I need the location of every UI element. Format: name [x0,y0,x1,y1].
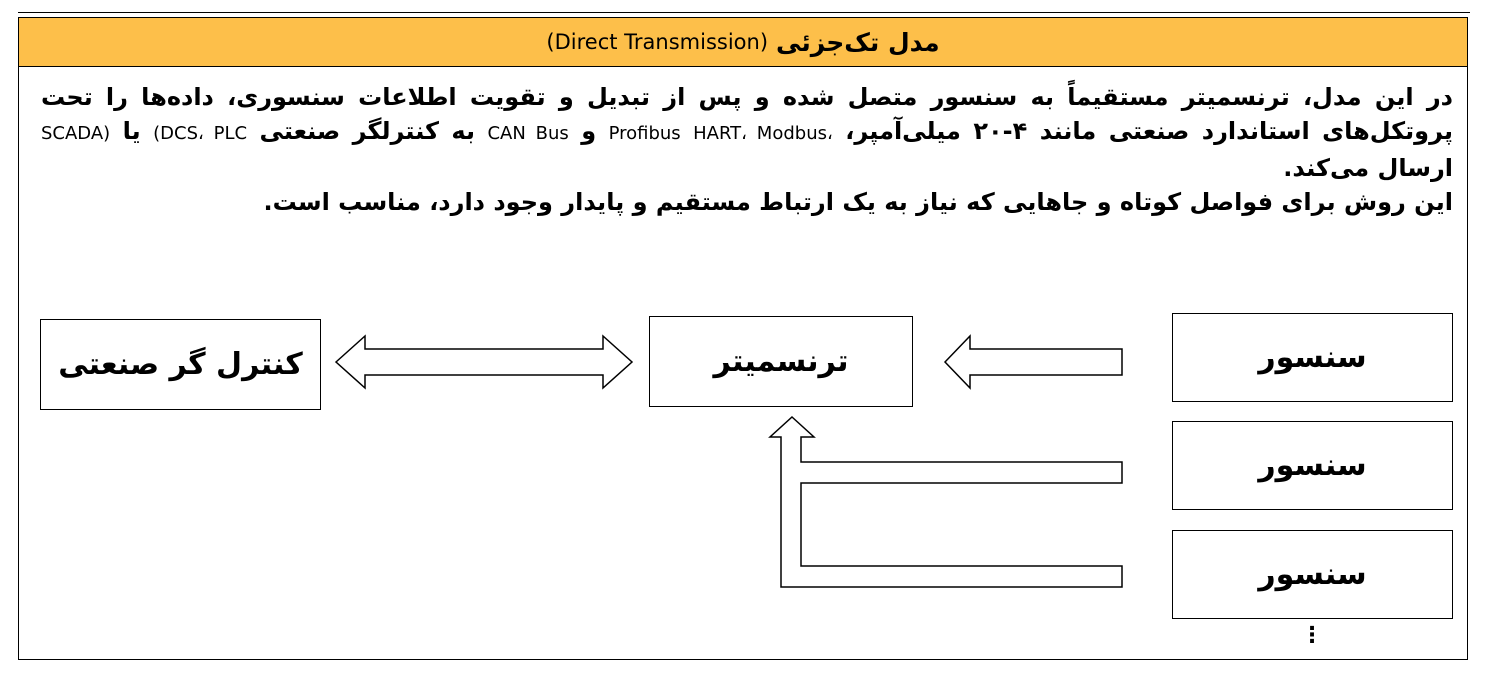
conjunction-and: و [581,117,597,145]
controller-label: کنترل گر صنعتی [58,347,303,382]
sensor-label-2: سنسور [1258,448,1367,483]
elbow-arrow-up-icon [770,417,1122,587]
protocol-list-2: Profibus [608,123,681,144]
continuation-dots: ⋮ [1301,623,1323,648]
protocol-list-3: CAN Bus [487,123,569,144]
arrow-left-icon [945,336,1122,388]
paragraph-2: این روش برای فواصل کوتاه و جاهایی که نیاز به یک ارتباط مستقیم و پایدار وجود دارد، مناسب است. [263,188,1453,216]
title-persian: مدل تک‌جزئی [776,27,940,57]
paragraph-1-part-1: در این مدل، ترنسمیتر مستقیماً به سنسور متصل شده و پس از تبدیل و تقویت اطلاعات سنسوری، داده‌ها را تحت پروتکل‌های استاندارد صنعتی مانند ۴-۲۰ میلی‌آمپر، [41,83,1454,145]
controller-list-2: SCADA) [41,123,111,144]
protocol-list-1: HART، Modbus، [693,123,833,144]
double-arrow-icon [336,336,632,388]
paragraph-1-part-3: ارسال می‌کند. [1283,154,1453,182]
paragraph-1-part-2: به کنترلگر صنعتی [259,117,475,145]
conjunction-or: یا [122,117,141,145]
title-english: (Direct Transmission) [546,30,769,54]
controller-list-1: (DCS، PLC [153,123,248,144]
sensor-label-3: سنسور [1258,557,1367,592]
transmitter-label: ترنسمیتر [713,344,849,379]
sensor-label-1: سنسور [1258,340,1367,375]
